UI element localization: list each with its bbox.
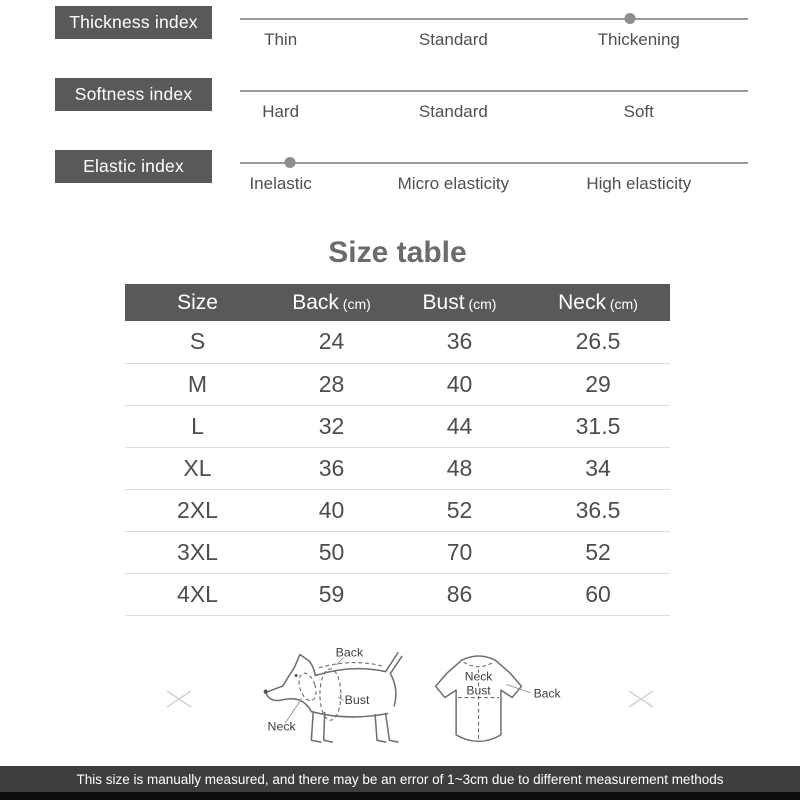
garment-neck-measure-line xyxy=(464,662,494,667)
table-cell: 3XL xyxy=(125,531,270,573)
index-option-label: Thin xyxy=(264,30,298,49)
table-row xyxy=(125,531,670,573)
table-cell: 50 xyxy=(270,531,393,573)
table-row xyxy=(125,489,670,531)
table-cell: M xyxy=(125,363,270,405)
index-options xyxy=(240,74,748,146)
dog-bust-label: Bust xyxy=(344,693,370,708)
index-option-label: High elasticity xyxy=(586,174,692,193)
table-header-cell: Size xyxy=(177,290,218,314)
table-cell: S xyxy=(125,321,270,363)
table-cell: 36 xyxy=(393,321,526,363)
decorative-cross-right-icon xyxy=(628,689,654,709)
dog-neck-label: Neck xyxy=(267,719,296,734)
dog-measurement-sketch xyxy=(252,645,424,764)
table-cell: 40 xyxy=(270,489,393,531)
softness-index-row xyxy=(0,74,800,146)
table-cell: 48 xyxy=(393,447,526,489)
table-cell: L xyxy=(125,405,270,447)
table-cell: 59 xyxy=(270,573,393,615)
thickness-index-label: Thickness index xyxy=(55,6,212,39)
garment-back-label: Back xyxy=(533,686,561,701)
table-cell: 24 xyxy=(270,321,393,363)
table-row xyxy=(125,405,670,447)
size-table xyxy=(125,284,670,616)
index-options xyxy=(240,146,748,218)
dog-back-label: Back xyxy=(335,645,364,660)
table-cell: 52 xyxy=(393,489,526,531)
index-option-label: Standard xyxy=(418,102,488,121)
table-cell: 52 xyxy=(526,531,670,573)
elastic-index-row xyxy=(0,146,800,218)
table-header-cell: Neck (cm) xyxy=(558,290,638,314)
table-row xyxy=(125,447,670,489)
dog-nose xyxy=(264,690,268,694)
table-cell: 70 xyxy=(393,531,526,573)
index-option-label: Micro elasticity xyxy=(397,174,510,193)
garment-measurement-sketch xyxy=(430,649,570,761)
table-cell: 44 xyxy=(393,405,526,447)
table-cell: 34 xyxy=(526,447,670,489)
decorative-cross-left-icon xyxy=(166,689,192,709)
table-row xyxy=(125,573,670,615)
table-cell: 2XL xyxy=(125,489,270,531)
table-cell: 29 xyxy=(526,363,670,405)
table-cell: 40 xyxy=(393,363,526,405)
index-option-label: Standard xyxy=(418,30,488,49)
index-option-label: Inelastic xyxy=(249,174,312,193)
table-cell: 4XL xyxy=(125,573,270,615)
table-cell: 86 xyxy=(393,573,526,615)
table-cell: 26.5 xyxy=(526,321,670,363)
measurement-diagram xyxy=(0,635,800,765)
table-cell: 60 xyxy=(526,573,670,615)
garment-neck-label: Neck xyxy=(464,669,493,684)
index-option-label: Soft xyxy=(623,102,654,121)
table-cell: XL xyxy=(125,447,270,489)
index-options xyxy=(240,2,748,74)
table-cell: 28 xyxy=(270,363,393,405)
elastic-index-label: Elastic index xyxy=(55,150,212,183)
size-table-header-row xyxy=(125,284,670,321)
table-cell: 36 xyxy=(270,447,393,489)
softness-index-label: Softness index xyxy=(55,78,212,111)
table-header-cell: Back (cm) xyxy=(292,290,371,314)
index-option-label: Hard xyxy=(262,102,300,121)
measurement-disclaimer-text: This size is manually measured, and there may be an error of 1~3cm due to different measurement methods xyxy=(76,771,724,787)
bottom-divider-strip xyxy=(0,792,800,800)
garment-bust-label: Bust xyxy=(466,683,491,698)
thickness-index-row xyxy=(0,2,800,74)
size-table-title: Size table xyxy=(328,236,467,269)
table-cell: 31.5 xyxy=(526,405,670,447)
table-header-cell: Bust (cm) xyxy=(422,290,497,314)
table-cell: 32 xyxy=(270,405,393,447)
measurement-disclaimer-bar xyxy=(0,766,800,792)
dog-eye xyxy=(295,674,298,677)
dog-bust-measure-line xyxy=(320,669,341,720)
table-row xyxy=(125,321,670,363)
table-cell: 36.5 xyxy=(526,489,670,531)
size-table-body xyxy=(125,321,670,615)
index-option-label: Thickening xyxy=(597,30,680,49)
dog-back-measure-line xyxy=(319,663,382,668)
table-row xyxy=(125,363,670,405)
